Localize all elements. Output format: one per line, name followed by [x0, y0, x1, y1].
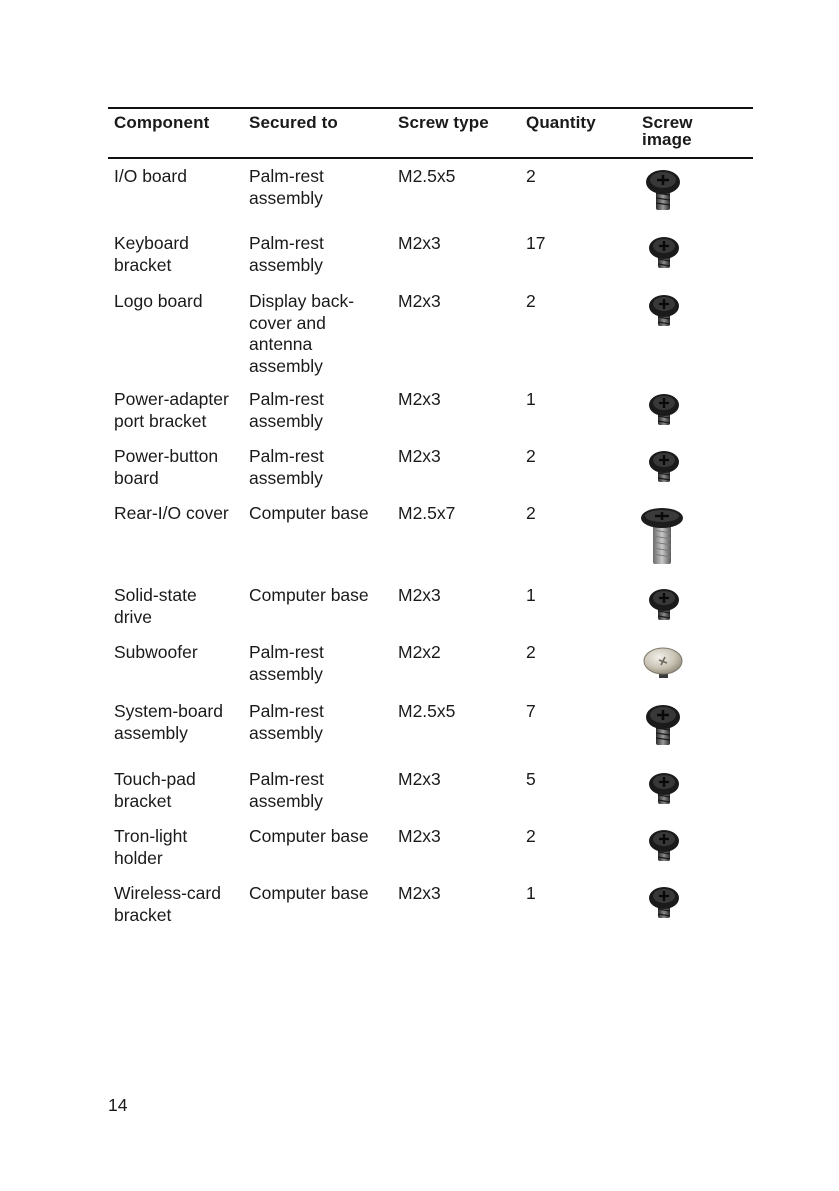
screw-m2x3-icon	[648, 829, 680, 865]
secured-to-cell-line: cover and	[249, 312, 326, 333]
secured-to-cell-line: Palm-rest	[249, 166, 324, 186]
screw-type-cell: M2x3	[398, 883, 441, 903]
quantity-cell: 5	[526, 769, 536, 789]
screw-m2x3-icon	[648, 886, 680, 922]
secured-to-cell	[249, 883, 389, 905]
component-cell-line: Subwoofer	[114, 642, 198, 662]
secured-to-cell-line: assembly	[249, 254, 323, 275]
screw-type-cell: M2.5x5	[398, 701, 456, 721]
secured-to-cell-line: Palm-rest	[249, 701, 324, 721]
screw-m2-5x5-icon	[645, 168, 681, 214]
secured-to-cell	[249, 642, 389, 685]
component-cell-line: I/O board	[114, 166, 187, 186]
component-cell-line: board	[114, 467, 159, 488]
screw-type-cell: M2x3	[398, 233, 441, 253]
secured-to-cell-line: Computer base	[249, 826, 369, 846]
secured-to-cell-line: Palm-rest	[249, 446, 324, 466]
component-cell-line: Power-adapter	[114, 389, 229, 409]
secured-to-cell-line: Computer base	[249, 503, 369, 523]
quantity-cell: 1	[526, 883, 536, 903]
secured-to-cell-line: assembly	[249, 467, 323, 488]
component-cell-line: Solid-state	[114, 585, 197, 605]
secured-to-cell-line: Palm-rest	[249, 233, 324, 253]
component-cell-line: Rear-I/O cover	[114, 503, 229, 523]
component-cell	[114, 826, 244, 869]
screw-type-cell: M2.5x5	[398, 166, 456, 186]
component-cell-line: System-board	[114, 701, 223, 721]
screw-type-cell: M2x3	[398, 826, 441, 846]
screw-type-cell: M2.5x7	[398, 503, 456, 523]
header-screw-image-line1: Screw	[642, 113, 693, 132]
header-component: Component	[114, 113, 210, 132]
screw-m2x3-icon	[648, 450, 680, 486]
screw-type-cell: M2x3	[398, 291, 441, 311]
component-cell	[114, 883, 244, 926]
screw-m2-5x5-icon	[645, 703, 681, 749]
header-secured-to: Secured to	[249, 113, 338, 132]
component-cell-line: Logo board	[114, 291, 203, 311]
component-cell	[114, 389, 244, 432]
screw-m2x3-icon	[648, 294, 680, 330]
screw-m2-5x7-icon	[640, 506, 684, 568]
component-cell	[114, 701, 244, 744]
secured-to-cell	[249, 769, 389, 812]
secured-to-cell-line: Palm-rest	[249, 642, 324, 662]
secured-to-cell-line: assembly	[249, 663, 323, 684]
quantity-cell: 2	[526, 291, 536, 311]
component-cell-line: bracket	[114, 254, 172, 275]
secured-to-cell-line: Display back-	[249, 291, 355, 311]
component-cell-line: bracket	[114, 790, 172, 811]
screw-m2x3-icon	[648, 393, 680, 429]
secured-to-cell-line: Computer base	[249, 883, 369, 903]
header-screw-image-line2: image	[642, 130, 692, 149]
secured-to-cell-line: assembly	[249, 355, 323, 376]
component-cell-line: Wireless-card	[114, 883, 221, 903]
screw-type-cell: M2x3	[398, 585, 441, 605]
secured-to-cell-line: assembly	[249, 722, 323, 743]
component-cell-line: Tron-light	[114, 826, 188, 846]
component-cell-line: Touch-pad	[114, 769, 196, 789]
secured-to-cell-line: Palm-rest	[249, 769, 324, 789]
secured-to-cell	[249, 826, 389, 848]
header-quantity: Quantity	[526, 113, 596, 132]
screw-type-cell: M2x3	[398, 446, 441, 466]
secured-to-cell-line: assembly	[249, 187, 323, 208]
component-cell-line: port bracket	[114, 410, 207, 431]
component-cell	[114, 166, 244, 188]
quantity-cell: 1	[526, 389, 536, 409]
quantity-cell: 2	[526, 826, 536, 846]
quantity-cell: 2	[526, 503, 536, 523]
secured-to-cell	[249, 389, 389, 432]
secured-to-cell-line: assembly	[249, 790, 323, 811]
component-cell-line: drive	[114, 606, 152, 627]
component-cell	[114, 503, 244, 525]
secured-to-cell	[249, 291, 389, 377]
screw-m2x2-silver-icon	[643, 644, 683, 684]
secured-to-cell	[249, 446, 389, 489]
screw-table	[108, 107, 753, 925]
secured-to-cell	[249, 701, 389, 744]
header-screw-image	[642, 114, 693, 148]
component-cell	[114, 769, 244, 812]
secured-to-cell-line: assembly	[249, 410, 323, 431]
secured-to-cell	[249, 585, 389, 607]
screw-m2x3-icon	[648, 588, 680, 624]
quantity-cell: 1	[526, 585, 536, 605]
component-cell	[114, 446, 244, 489]
quantity-cell: 17	[526, 233, 546, 253]
secured-to-cell	[249, 233, 389, 276]
table-header	[108, 109, 753, 159]
secured-to-cell	[249, 503, 389, 525]
secured-to-cell	[249, 166, 389, 209]
component-cell-line: bracket	[114, 904, 172, 925]
secured-to-cell-line: Palm-rest	[249, 389, 324, 409]
page-number: 14	[108, 1095, 128, 1115]
quantity-cell: 2	[526, 642, 536, 662]
component-cell-line: Power-button	[114, 446, 219, 466]
screw-m2x3-icon	[648, 236, 680, 272]
screw-type-cell: M2x2	[398, 642, 441, 662]
component-cell	[114, 233, 244, 276]
component-cell	[114, 585, 244, 628]
component-cell	[114, 291, 244, 313]
quantity-cell: 2	[526, 166, 536, 186]
component-cell-line: Keyboard	[114, 233, 189, 253]
screw-m2x3-icon	[648, 772, 680, 808]
header-screw-type: Screw type	[398, 113, 489, 132]
component-cell-line: holder	[114, 847, 163, 868]
quantity-cell: 7	[526, 701, 536, 721]
screw-type-cell: M2x3	[398, 389, 441, 409]
quantity-cell: 2	[526, 446, 536, 466]
secured-to-cell-line: antenna	[249, 334, 313, 354]
secured-to-cell-line: Computer base	[249, 585, 369, 605]
component-cell-line: assembly	[114, 722, 188, 743]
screw-type-cell: M2x3	[398, 769, 441, 789]
component-cell	[114, 642, 244, 664]
